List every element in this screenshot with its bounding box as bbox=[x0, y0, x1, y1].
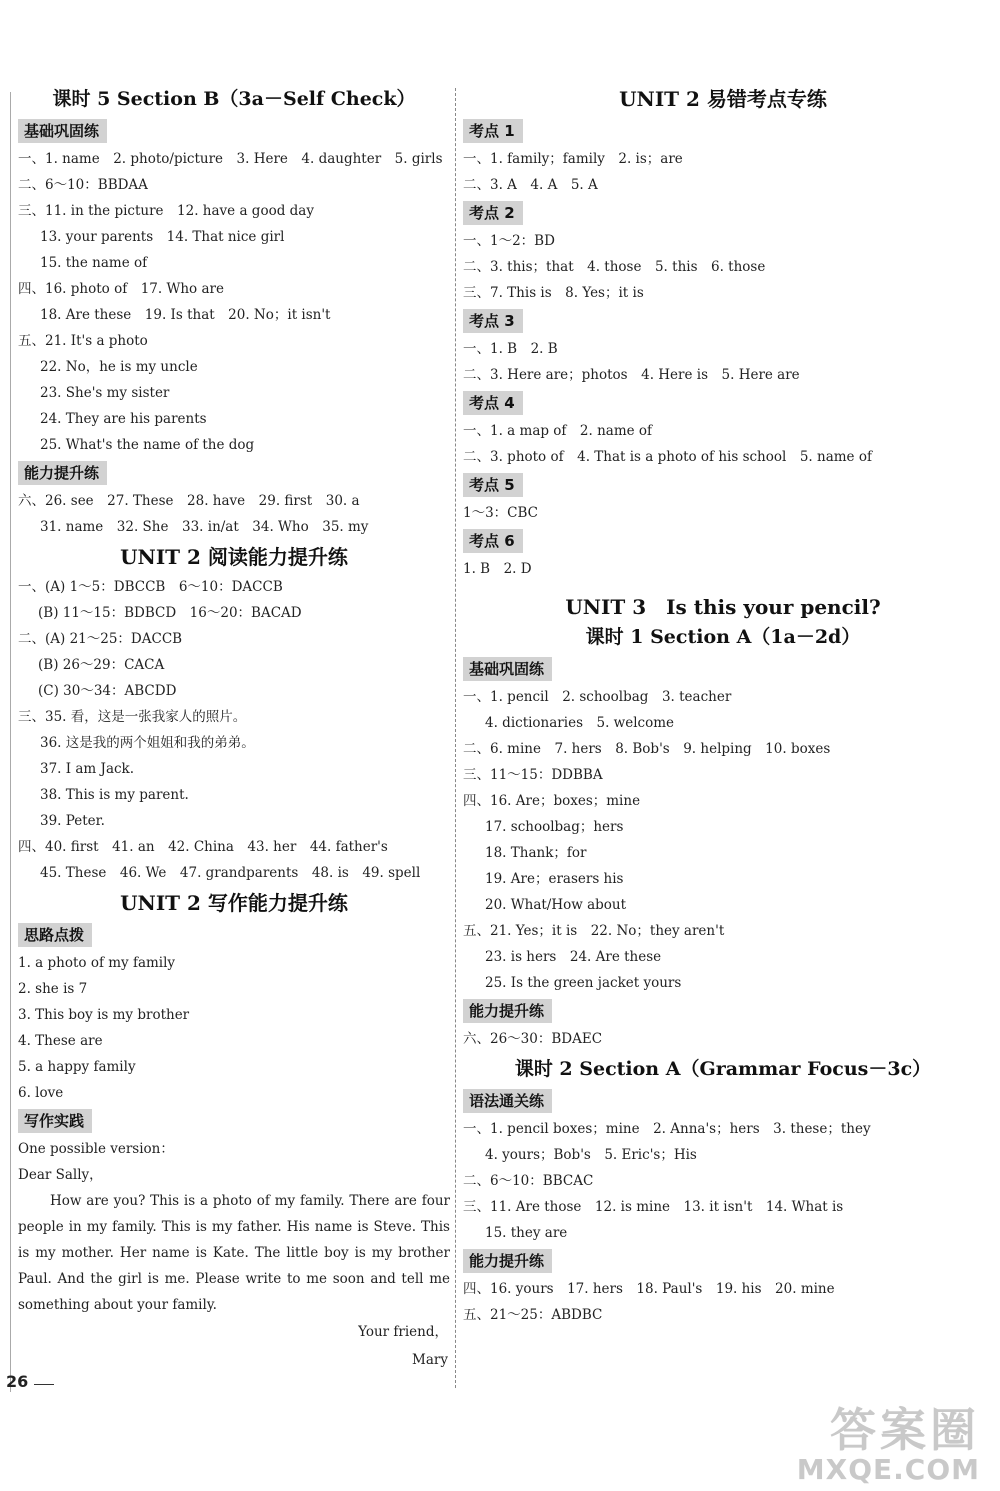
answer-row: (C) 30～34：ABCDD bbox=[38, 683, 177, 699]
answer-row: 五、21. It's a photo bbox=[18, 333, 148, 349]
sample-essay bbox=[18, 1136, 450, 1318]
unit3-lesson1-title: 课时 1 Section A（1a－2d） bbox=[585, 626, 861, 648]
answer-row: 4. These are bbox=[18, 1033, 103, 1049]
essay-body: How are you? This is a photo of my family. There are four people in my family. This is my father. His name is Steve. This is my mother. Her name is Kate. The little boy is my brother Paul. And the girl is me. Please write to me soon and tell me something about your family. bbox=[18, 1193, 450, 1313]
column-divider bbox=[455, 88, 456, 1388]
answer-row: 13. your parents 14. That nice girl bbox=[40, 229, 285, 245]
answer-row: 20. What/How about bbox=[485, 897, 627, 913]
answer-row: 四、16. yours 17. hers 18. Paul's 19. his 20. mine bbox=[463, 1281, 835, 1297]
answer-row: 1～3：CBC bbox=[463, 505, 539, 521]
answer-row: 二、6. mine 7. hers 8. Bob's 9. helping 10. boxes bbox=[463, 741, 831, 757]
answer-row: 二、3. Here are；photos 4. Here is 5. Here are bbox=[463, 367, 800, 383]
answer-row: 45. These 46. We 47. grandparents 48. is 49. spell bbox=[40, 865, 421, 881]
answer-row: 一、1. pencil boxes；mine 2. Anna's；hers 3. these；they bbox=[463, 1121, 871, 1137]
tag-basic: 基础巩固练 bbox=[463, 657, 552, 681]
answer-row: 六、26. see 27. These 28. have 29. first 30. a bbox=[18, 493, 360, 509]
answer-row: 38. This is my parent. bbox=[40, 787, 189, 803]
answer-row: 一、1. name 2. photo/picture 3. Here 4. daughter 5. girls bbox=[18, 151, 443, 167]
right-column bbox=[463, 82, 983, 1328]
answer-row: 一、1. family；family 2. is；are bbox=[463, 151, 683, 167]
lesson5-answers bbox=[18, 146, 450, 458]
answer-row: 18. Are these 19. Is that 20. No；it isn't bbox=[40, 307, 331, 323]
answer-row: 一、1. pencil 2. schoolbag 3. teacher bbox=[463, 689, 732, 705]
answer-row: 四、16. photo of 17. Who are bbox=[18, 281, 224, 297]
tag-point-6: 考点 6 bbox=[463, 529, 523, 553]
answer-row: 18. Thank；for bbox=[485, 845, 587, 861]
tag-point-3: 考点 3 bbox=[463, 309, 523, 333]
essay-intro: One possible version： bbox=[18, 1141, 174, 1157]
answer-row: 4. dictionaries 5. welcome bbox=[485, 715, 675, 731]
answer-row: 一、1. B 2. B bbox=[463, 341, 558, 357]
answer-row: 17. schoolbag；hers bbox=[485, 819, 624, 835]
answer-row: 三、11～15：DDBBA bbox=[463, 767, 603, 783]
answer-row: 二、(A) 21～25：DACCB bbox=[18, 631, 183, 647]
answer-row: 3. This boy is my brother bbox=[18, 1007, 190, 1023]
answer-row: 五、21～25：ABDBC bbox=[463, 1307, 603, 1323]
answer-row: 三、35. 看，这是一张我家人的照片。 bbox=[18, 709, 247, 725]
watermark-logo: 答案圈 bbox=[830, 1403, 980, 1457]
answer-row: 19. Are；erasers his bbox=[485, 871, 624, 887]
answer-row: 25. Is the green jacket yours bbox=[485, 975, 682, 991]
unit3-lesson2-title: 课时 2 Section A（Grammar Focus－3c） bbox=[514, 1058, 932, 1080]
answer-row: 一、1～2：BD bbox=[463, 233, 555, 249]
tag-point-2: 考点 2 bbox=[463, 201, 523, 225]
answer-row: (B) 11～15：BDBCD 16～20：BACAD bbox=[38, 605, 302, 621]
answer-row: 四、16. Are；boxes；mine bbox=[463, 793, 641, 809]
answer-row: 23. is hers 24. Are these bbox=[485, 949, 662, 965]
site-watermark bbox=[797, 1405, 980, 1485]
answer-row: 二、6～10：BBCAC bbox=[463, 1173, 594, 1189]
answer-row: 一、(A) 1～5：DBCCB 6～10：DACCB bbox=[18, 579, 283, 595]
tag-basic: 基础巩固练 bbox=[18, 119, 107, 143]
answer-row: 37. I am Jack. bbox=[40, 761, 135, 777]
answer-row: 23. She's my sister bbox=[40, 385, 170, 401]
tag-idea: 思路点拨 bbox=[18, 923, 92, 947]
answer-row: 2. she is 7 bbox=[18, 981, 88, 997]
writing-title: UNIT 2 写作能力提升练 bbox=[120, 891, 348, 915]
answer-row: 31. name 32. She 33. in/at 34. Who 35. my bbox=[40, 519, 369, 535]
answer-row: 24. They are his parents bbox=[40, 411, 207, 427]
answer-row: 六、26～30：BDAEC bbox=[463, 1031, 603, 1047]
tag-point-1: 考点 1 bbox=[463, 119, 523, 143]
answer-row: 一、1. a map of 2. name of bbox=[463, 423, 653, 439]
answer-row: 36. 这是我的两个姐姐和我的弟弟。 bbox=[40, 735, 255, 751]
tag-point-4: 考点 4 bbox=[463, 391, 523, 415]
answer-row: 四、40. first 41. an 42. China 43. her 44. father's bbox=[18, 839, 388, 855]
answer-row: 4. yours；Bob's 5. Eric's；His bbox=[485, 1147, 697, 1163]
left-column bbox=[18, 82, 450, 1374]
answer-row: 五、21. Yes；it is 22. No；they aren't bbox=[463, 923, 725, 939]
essay-greeting: Dear Sally， bbox=[18, 1167, 103, 1183]
unit3-title: UNIT 3 Is this your pencil? bbox=[565, 595, 881, 619]
tag-grammar: 语法通关练 bbox=[463, 1089, 552, 1113]
tag-ability: 能力提升练 bbox=[18, 461, 107, 485]
answer-row: 1. a photo of my family bbox=[18, 955, 176, 971]
left-margin-rule bbox=[10, 92, 11, 1392]
answer-row: 15. they are bbox=[485, 1225, 568, 1241]
answer-row: 39. Peter. bbox=[40, 813, 105, 829]
reading-title: UNIT 2 阅读能力提升练 bbox=[120, 545, 348, 569]
answer-row: 三、7. This is 8. Yes；it is bbox=[463, 285, 644, 301]
answer-row: 二、6～10：BBDAA bbox=[18, 177, 148, 193]
unit2-errors-title: UNIT 2 易错考点专练 bbox=[619, 87, 827, 111]
tag-ability-2: 能力提升练 bbox=[463, 1249, 552, 1273]
essay-closing: Your friend， bbox=[358, 1324, 448, 1340]
tag-write: 写作实践 bbox=[18, 1109, 92, 1133]
answer-row: 二、3. A 4. A 5. A bbox=[463, 177, 598, 193]
lesson5-title: 课时 5 Section B（3a－Self Check） bbox=[52, 88, 416, 110]
answer-row: (B) 26～29：CACA bbox=[38, 657, 165, 673]
answer-row: 15. the name of bbox=[40, 255, 148, 271]
answer-row: 二、3. photo of 4. That is a photo of his school 5. name of bbox=[463, 449, 872, 465]
answer-row: 25. What's the name of the dog bbox=[40, 437, 255, 453]
tag-point-5: 考点 5 bbox=[463, 473, 523, 497]
answer-row: 1. B 2. D bbox=[463, 561, 532, 577]
tag-ability: 能力提升练 bbox=[463, 999, 552, 1023]
answer-row: 22. No，he is my uncle bbox=[40, 359, 198, 375]
page-number-rule bbox=[34, 1384, 54, 1385]
watermark-url: MXQE.COM bbox=[796, 1453, 980, 1486]
essay-signature: Mary bbox=[412, 1352, 448, 1368]
answer-row: 6. love bbox=[18, 1085, 64, 1101]
answer-row: 三、11. Are those 12. is mine 13. it isn't 14. What is bbox=[463, 1199, 844, 1215]
answer-row: 二、3. this；that 4. those 5. this 6. those bbox=[463, 259, 766, 275]
answer-row: 5. a happy family bbox=[18, 1059, 136, 1075]
page-number: 26 bbox=[6, 1372, 29, 1391]
answer-row: 三、11. in the picture 12. have a good day bbox=[18, 203, 314, 219]
